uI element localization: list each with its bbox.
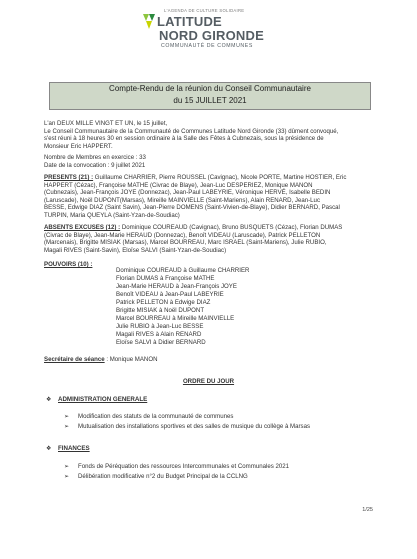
document-title-box (49, 82, 371, 110)
ordre-du-jour-heading: ORDRE DU JOUR (182, 378, 235, 385)
secretaire-line (44, 356, 157, 364)
pouvoir-item: Magali RIVES à Alain RENARD (116, 331, 202, 338)
secretaire-label: Secrétaire de séance (44, 356, 105, 363)
arrow-bullet-icon: ➢ (64, 474, 70, 480)
logo-line2: NORD GIRONDE (159, 28, 264, 43)
logo-tagline: L'AGENDA DE CULTURE SOLIDAIRE (164, 8, 245, 13)
pouvoir-item: Patrick PELLETON à Edwige DIAZ (116, 299, 211, 306)
presents-line: (Cubnezais), Jean-François JOYE (Donnezac), Jean-Paul LABEYRIE, Véronique HERVÉ, Isabelle BEDIN (44, 189, 331, 197)
logo-line3: COMMUNAUTÉ DE COMMUNES (161, 43, 253, 49)
presents-line: PRESENTS (21) : Guillaume CHARRIER, Pierre ROUSSEL (Cavignac), Nicole PORTE, Martine HOSTIER, Eric (44, 174, 347, 181)
agenda-item: Fonds de Péréquation des ressources Intercommunales et Communales 2021 (78, 463, 290, 470)
diamond-bullet-icon: ❖ (46, 446, 52, 452)
arrow-bullet-icon: ➢ (64, 464, 70, 470)
absents-label: ABSENTS EXCUSES (12) : (44, 224, 121, 231)
logo-mark-icon (141, 12, 157, 32)
agenda-item: Délibération modificative n°2 du Budget Principal de la CCLNG (78, 473, 248, 480)
diamond-bullet-icon: ❖ (46, 397, 52, 403)
title-line2: du 15 JUILLET 2021 (173, 96, 247, 105)
logo (135, 8, 285, 60)
intro-line: L'an DEUX MILLE VINGT ET UN, le 15 juillet, (44, 120, 168, 127)
arrow-bullet-icon: ➢ (64, 414, 70, 420)
section-title-administration: ADMINISTRATION GENERALE (58, 396, 148, 403)
presents-label: PRESENTS (21) : (44, 174, 94, 181)
intro-line: s'est réuni à 18 heures 30 en session ordinaire à la Salle des Fêtes à Cubnezais, sous la présidence de (44, 135, 324, 143)
presents-line: BESSE, Edwige DIAZ (Saint Savin), Jean-Pierre DOMENS (Saint-Vivien-de-Blaye), Didier BERNARD, Pascal (44, 204, 340, 212)
absents-line: Magali RIVES (Saint-Savin), Eloïse SALVI (Saint-Yzan-de-Soudiac) (44, 246, 227, 254)
absents-line: ABSENTS EXCUSES (12) : Dominique COUREAUD (Cavignac), Bruno BUSQUETS (Cézac), Florian DUMAS (44, 224, 343, 231)
title-line1: Compte-Rendu de la réunion du Conseil Communautaire (109, 84, 311, 93)
absents-line: (Marcenais), Brigitte MISIAK (Marsas), Marcel BOURREAU, Marc ISRAEL (Saint-Mariens), Julie RUBIO, (44, 239, 327, 247)
section-title-finances: FINANCES (58, 445, 90, 452)
members-count: Nombre de Membres en exercice : 33 (44, 154, 146, 161)
pouvoir-item: Benoît VIDEAU à Jean-Paul LABEYRIE (116, 291, 224, 298)
presents-line: (Laruscade), Noël DUPONT(Marsas), Mireille MAINVIELLE (Saint-Mariens), Alain RENARD, Jean-Luc (44, 196, 320, 204)
pouvoir-item: Jean-Marie HERAUD à Jean-François JOYE (116, 283, 237, 290)
agenda-item: Modification des statuts de la communauté de communes (78, 413, 234, 420)
pouvoir-item: Marcel BOURREAU à Mireille MAINVIELLE (116, 315, 235, 322)
absents-line: (Civrac de Blaye), Jean-Marie HERAUD (Donnezac), Benoît VIDEAU (Laruscade), Patrick PELLETON (44, 231, 321, 239)
arrow-bullet-icon: ➢ (64, 424, 70, 430)
logo-line1: LATITUDE (157, 14, 222, 29)
intro-line: Le Conseil Communautaire de la Communauté de Communes Latitude Nord Gironde (33) dûment convoqué, (44, 127, 339, 135)
convocation-date: Date de la convocation : 9 juillet 2021 (44, 161, 146, 169)
secretaire-value: : Monique MANON (104, 356, 158, 363)
pouvoir-item: Florian DUMAS à Françoise MATHE (116, 275, 215, 282)
agenda-item: Mutualisation des installations sportives et des salles de musique du collège à Marsas (78, 423, 311, 430)
presents-line: TURPIN, Maria QUEYLA (Saint-Yzan-de-Soudiac) (44, 212, 180, 219)
page-number: 1/25 (362, 507, 373, 513)
pouvoir-item: Eloïse SALVI à Didier BERNARD (116, 339, 206, 346)
presents-line: HAPPERT (Cézac), Françoise MATHE (Civrac de Blaye), Jean-Luc DESPERIEZ, Monique MANON (44, 181, 313, 189)
pouvoir-item: Brigitte MISIAK à Noël DUPONT (116, 307, 205, 314)
pouvoirs-label: POUVOIRS (10) : (44, 261, 93, 268)
intro-line: Monsieur Eric HAPPERT. (44, 142, 113, 150)
pouvoir-item: Dominique COUREAUD à Guillaume CHARRIER (116, 267, 250, 274)
pouvoir-item: Julie RUBIO à Jean-Luc BESSE (116, 323, 204, 330)
